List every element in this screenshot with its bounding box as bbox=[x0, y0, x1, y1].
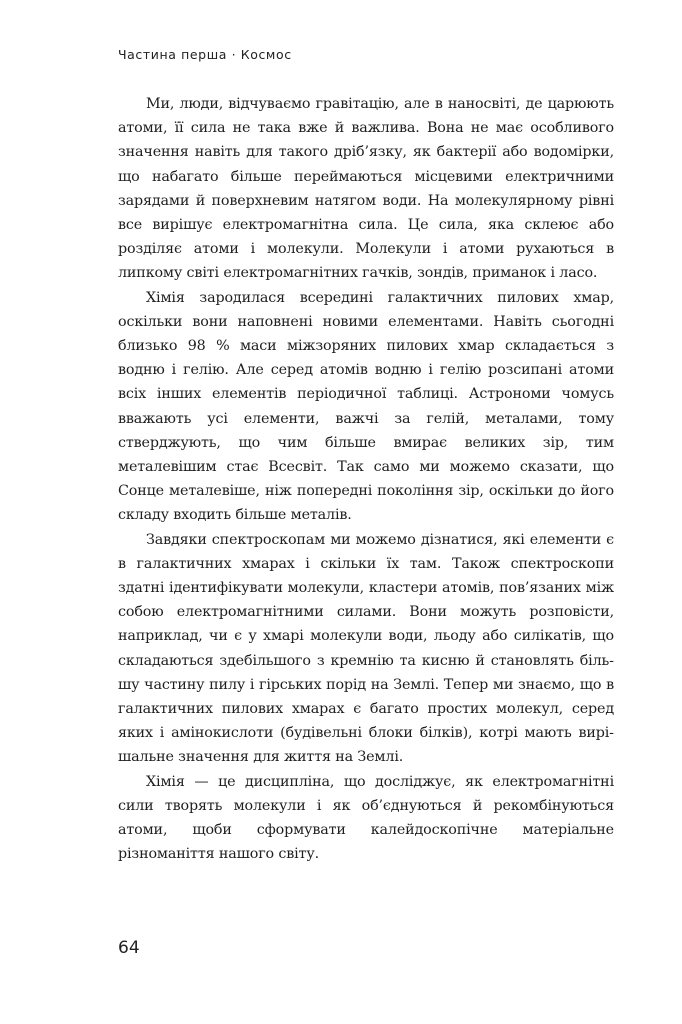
paragraph: Хімія зародилася всередині галактичних пилових хмар, оскільки вони наповнені новими елементами. Навіть сьогодні близько 98 % маси міжзоряних пилових хмар складається з водню і гелію. Але серед атомів водню і гелію розсипані атоми всіх інших елементів періодичної таблиці. Астрономи чомусь вважають усі елементи, важчі за гелій, металами, тому стверджують, що чим більше вмирає великих зір, тим металевішим стає Всесвіт. Так само ми можемо сказати, що Сонце металевіше, ніж попередні покоління зір, оскільки до його складу входить більше металів. bbox=[118, 289, 614, 524]
paragraph: Завдяки спектроскопам ми можемо дізнатися, які елементи є в галактичних хмарах і скільки їх там. Також спектроскопи здатні ідентифікувати молекули, кластери атомів, пов’язаних між собою електромагнітними силами. Вони можуть розповісти, наприклад, чи є у хмарі молекули води, льоду або силікатів, що складаються здебільшого з кремнію та кисню й становлять більшу частину пилу і гірських порід на Землі. Тепер ми знаємо, що в галактичних пилових хмарах є багато простих молекул, серед яких і амінокислоти (будівельні блоки білків), котрі мають вирішальне значення для життя на Землі. bbox=[118, 531, 614, 766]
page-number: 64 bbox=[118, 938, 140, 958]
paragraph: Ми, люди, відчуваємо гравітацію, але в наносвіті, де царюють атоми, її сила не така вже й важлива. Вона не має особливого значення навіть для такого дріб’язку, як бактерії або водомірки, що набагато більше переймаються місцевими електричними зарядами й поверхневим натягом води. На молекулярному рівні все вирішує електромагнітна сила. Це сила, яка склеює або розділяє атоми і молекули. Молекули і атоми рухаються в липкому світі електромагнітних гачків, зондів, приманок і ласо. bbox=[118, 96, 614, 282]
paragraph: Хімія — це дисципліна, що досліджує, як електромагнітні сили творять молекули і як об’єднуються й рекомбінуються атоми, щоби сформувати калейдоскопічне матеріальне різноманіття нашого світу. bbox=[118, 773, 614, 863]
running-header: Частина перша · Космос bbox=[118, 47, 292, 62]
body-text bbox=[118, 92, 614, 867]
